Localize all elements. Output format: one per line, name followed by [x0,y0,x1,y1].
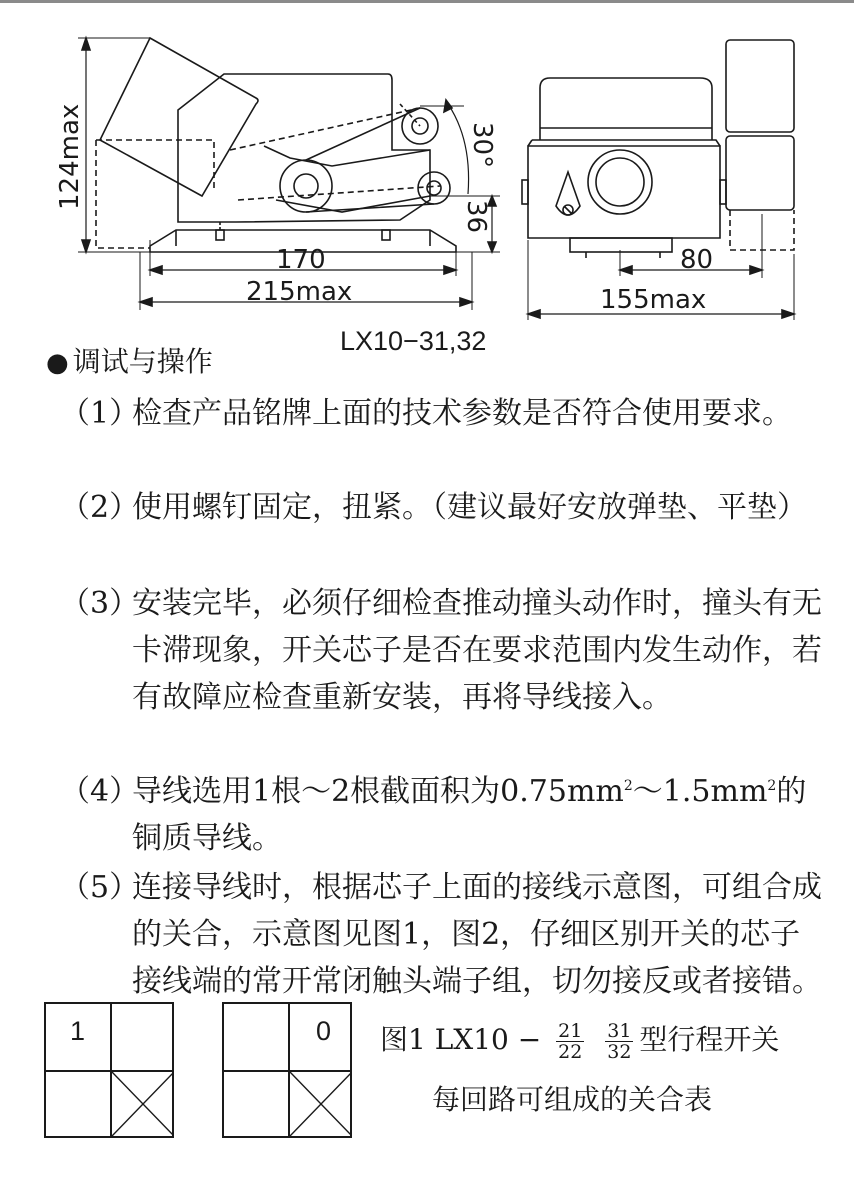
cross-icon [290,1072,352,1136]
step-text-part-a: 导线选用1根～2根截面积为0.75mm [132,774,624,809]
caption-suffix: 型行程开关 [639,1023,780,1056]
small-dimension-label: 36 [461,200,491,234]
fraction-bottom: 22 [558,1041,583,1063]
angle-dimension-label: 30° [467,122,497,169]
caption-line-1 [380,1018,779,1062]
step-number: （3） [60,586,140,621]
step-text-part-b: ～1.5mm [632,774,768,809]
step-2 [60,484,830,531]
section-heading [46,340,213,380]
step-number: （4） [60,774,140,809]
fraction-top: 21 [558,1020,583,1042]
step-text: 安装完毕，必须仔细检查推动撞头动作时，撞头有无卡滞现象，开关芯子是否在要求范围内发生动作，若有故障应检查重新安装，再将导线接入。 [132,586,822,715]
step-text: 检查产品铭牌上面的技术参数是否符合使用要求。 [132,396,792,431]
fraction-2 [605,1021,633,1062]
fraction-bottom: 32 [607,1041,632,1063]
step-number: （5） [60,870,140,905]
step-number: （1） [60,396,140,431]
caption-line-2: 每回路可组成的关合表 [432,1083,713,1116]
step-5 [60,864,830,1005]
step-text-part-c: 的铜质导线。 [132,774,807,856]
contact-table-2 [222,1002,352,1138]
outer-width-dimension-label: 215max [246,277,353,307]
dimension-drawing [0,0,854,340]
step-number: （2） [60,490,140,525]
step-4 [60,768,830,862]
section-title: 调试与操作 [72,345,213,378]
caption-prefix: 图1 LX10 − [380,1023,542,1056]
inner-width-dimension-label: 170 [276,245,326,275]
superscript: 2 [767,778,777,794]
bullet-icon: ● [46,348,69,378]
contact-table-1 [44,1002,174,1138]
fraction-top: 31 [607,1020,632,1042]
model-label: LX10−31,32 [340,326,487,356]
cross-icon [112,1072,174,1136]
table-cell-value: 1 [70,1016,86,1046]
step-text: 使用螺钉固定，扭紧。（建议最好安放弹垫、平垫） [132,490,807,525]
step-text [132,768,830,862]
front-width-dimension-label: 155max [600,285,707,315]
superscript: 2 [623,778,633,794]
height-dimension-label: 124max [55,103,85,210]
step-3 [60,580,830,721]
offset-dimension-label: 80 [680,245,714,275]
table-cell-value: 0 [316,1016,332,1046]
step-text: 连接导线时，根据芯子上面的接线示意图，可组合成的关合，示意图见图1，图2，仔细区别开关的芯子接线端的常开常闭触头端子组，切勿接反或者接错。 [132,870,822,999]
step-1 [60,390,830,437]
fraction-1 [556,1021,584,1062]
